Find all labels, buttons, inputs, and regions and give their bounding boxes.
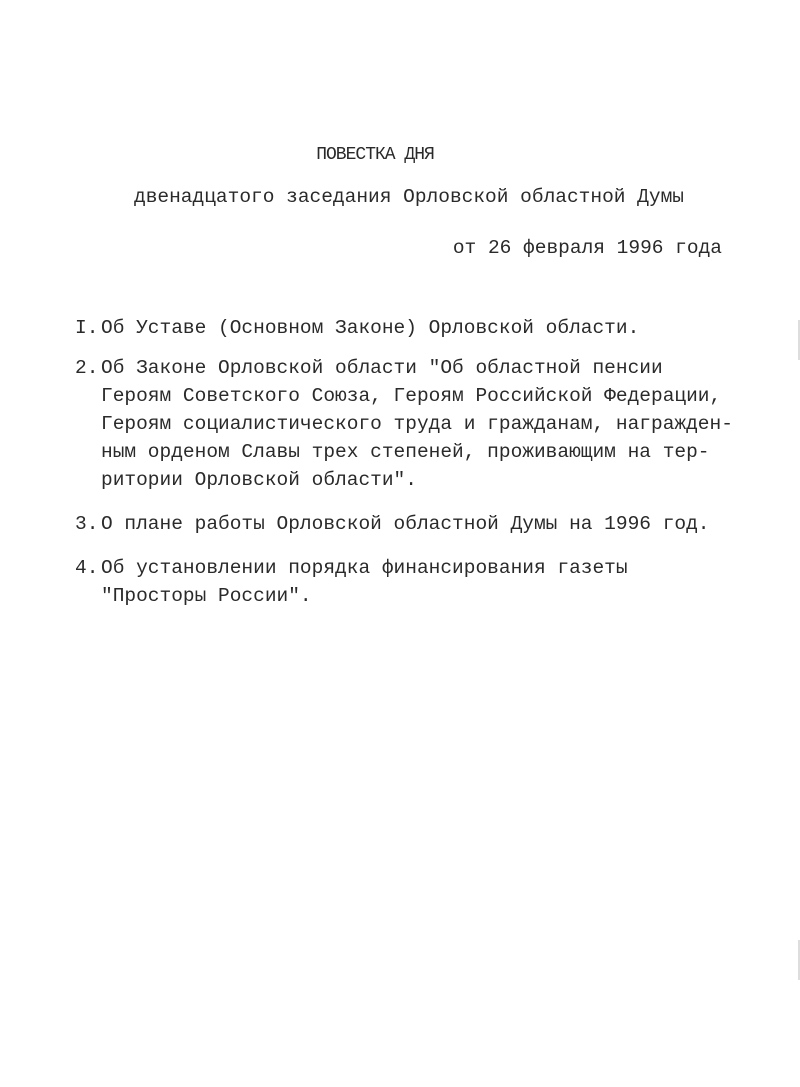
agenda-item bbox=[75, 354, 733, 494]
agenda-item bbox=[75, 554, 628, 610]
agenda-item-text: "Просторы России". bbox=[101, 585, 312, 607]
document-title: ПОВЕСТКА ДНЯ bbox=[316, 145, 434, 165]
agenda-item-text: Героям социалистического труда и гражданам, награжден- bbox=[101, 413, 733, 435]
document-date: от 26 февраля 1996 года bbox=[452, 237, 722, 259]
agenda-item-text: Героям Советского Союза, Героям Российской Федерации, bbox=[101, 385, 722, 407]
agenda-item-number: 2. bbox=[75, 357, 99, 379]
agenda-item-text: О плане работы Орловской областной Думы на 1996 год. bbox=[101, 513, 710, 535]
agenda-item-text: Об Уставе (Основном Законе) Орловской области. bbox=[101, 317, 640, 339]
agenda-item-text: ным орденом Славы трех степеней, проживающим на тер- bbox=[101, 441, 710, 463]
agenda-item-number: 3. bbox=[75, 513, 99, 535]
agenda-item-text: Об Законе Орловской области "Об областной пенсии bbox=[101, 357, 663, 379]
document-subtitle: двенадцатого заседания Орловской областной Думы bbox=[134, 186, 684, 208]
agenda-item-text: Об установлении порядка финансирования газеты bbox=[101, 557, 628, 579]
agenda-item-number: 4. bbox=[75, 557, 99, 579]
agenda-item-number: I. bbox=[75, 317, 99, 339]
agenda-item-text: ритории Орловской области". bbox=[101, 469, 417, 491]
agenda-item bbox=[75, 510, 710, 538]
agenda-item bbox=[75, 314, 639, 342]
